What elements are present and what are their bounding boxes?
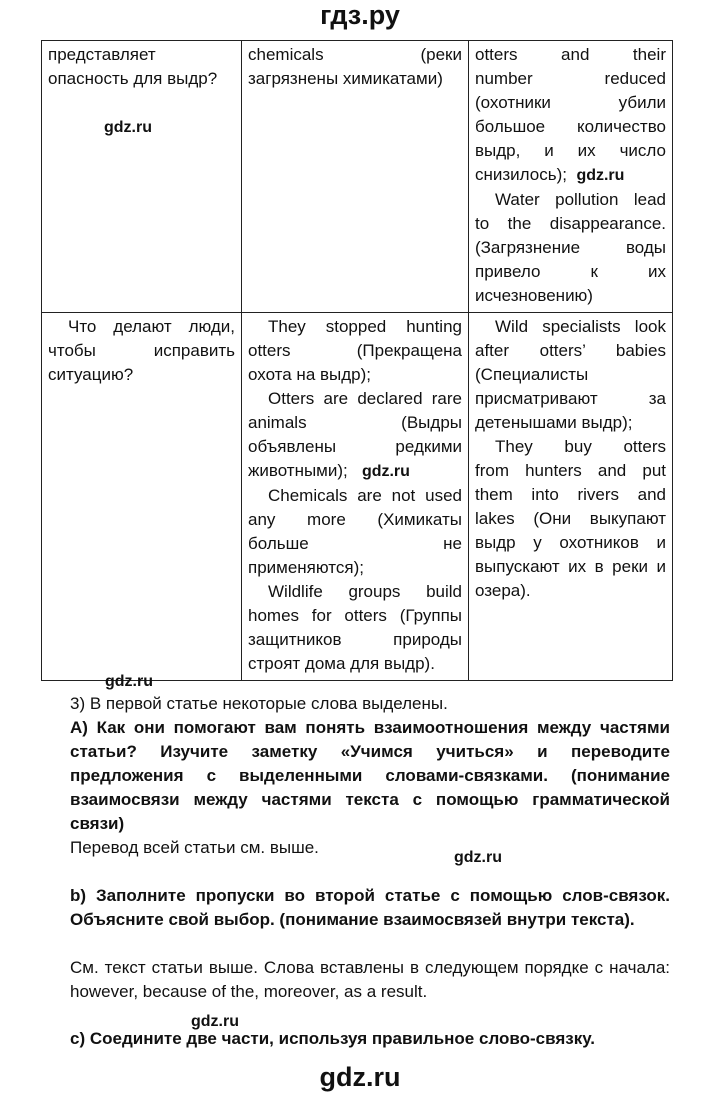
cell-text: присматривают за [475,389,666,408]
cell-text: They buy otters [495,437,666,456]
cell-text: применяются); [248,558,364,577]
cell-text: выпускают их в реки и [475,557,666,576]
site-header: гдз.ру [320,0,400,30]
task-b: b) Заполните пропуски во второй статье с помощью слов-связок. Объясните свой выбор. (понимание взаимосвязей внутри текста). [70,886,670,929]
cell-text: chemicals (реки [248,45,462,64]
cell-text: after otters’ babies [475,341,666,360]
cell-text: otters and their [475,45,666,64]
cell-text: any more (Химикаты [248,510,462,529]
cell-text: (охотники убили [475,93,666,112]
cell-text: Wild specialists look [495,317,666,336]
watermark: gdz.ru [104,119,152,136]
cell-text: представляет [48,45,156,64]
table-row [42,313,673,681]
table-cell [242,41,469,313]
cell-text: выдр у охотников и [475,533,666,552]
answer-b: См. текст статьи выше. Слова вставлены в следующем порядке с начала: however, because of the, moreover, as a result. [70,958,670,1001]
cell-text: Chemicals are not used [268,486,462,505]
cell-text: number reduced [475,69,666,88]
table-row [42,41,673,313]
cell-text: homes for otters (Группы [248,606,462,625]
cell-text: Что делают люди, [68,317,235,336]
watermark: gdz.ru [454,849,502,866]
otters-table [41,40,673,681]
cell-text: снизилось); [475,165,567,184]
site-footer: gdz.ru [319,1062,401,1092]
cell-text: to the disappearance. [475,214,666,233]
cell-text: lakes (Они выкупают [475,509,666,528]
cell-text: больше не [248,534,462,553]
cell-text: (Загрязнение воды [475,238,666,257]
table-cell [242,313,469,681]
cell-text: большое количество [475,117,666,136]
cell-text: охота на выдр); [248,365,372,384]
answer-a: Перевод всей статьи см. выше. [70,838,319,857]
watermark: gdz.ru [105,673,153,690]
task-a: А) Как они помогают вам понять взаимоотношения между частями статьи? Изучите заметку «Учимся учиться» и переводите предложения с выделенными словами-связками. (понимание взаимосвязи между частями текста с помощью грамматической связи) [70,718,670,833]
cell-text: (Специалисты [475,365,589,384]
cell-text: животными); [248,461,348,480]
cell-text: защитников природы [248,630,462,649]
cell-text: загрязнены химикатами) [248,69,443,88]
cell-text: выдр, и их число [475,141,666,160]
task-c: c) Соедините две части, используя правильное слово-связку. [70,1029,595,1048]
cell-text: объявлены редкими [248,437,462,456]
table-cell [42,313,242,681]
table-cell [469,41,673,313]
cell-text: animals (Выдры [248,413,462,432]
table-cell [42,41,242,313]
cell-text: детенышами выдр); [475,413,633,432]
watermark: gdz.ru [576,167,625,184]
watermark: gdz.ru [191,1013,239,1030]
cell-text: опасность для выдр? [48,69,218,88]
cell-text: Water pollution lead [495,190,666,209]
cell-text: from hunters and put [475,461,666,480]
cell-text: исчезновению) [475,286,593,305]
cell-text: them into rivers and [475,485,666,504]
cell-text: строят дома для выдр). [248,654,435,673]
cell-text: ситуацию? [48,365,134,384]
table-cell [469,313,673,681]
watermark: gdz.ru [361,463,410,480]
cell-text: They stopped hunting [268,317,462,336]
cell-text: Wildlife groups build [268,582,462,601]
cell-text: Otters are declared rare [268,389,462,408]
cell-text: привело к их [475,262,666,281]
cell-text: озера). [475,581,531,600]
section3-intro: 3) В первой статье некоторые слова выделены. [70,694,448,713]
cell-text: otters (Прекращена [248,341,462,360]
cell-text: чтобы исправить [48,341,235,360]
